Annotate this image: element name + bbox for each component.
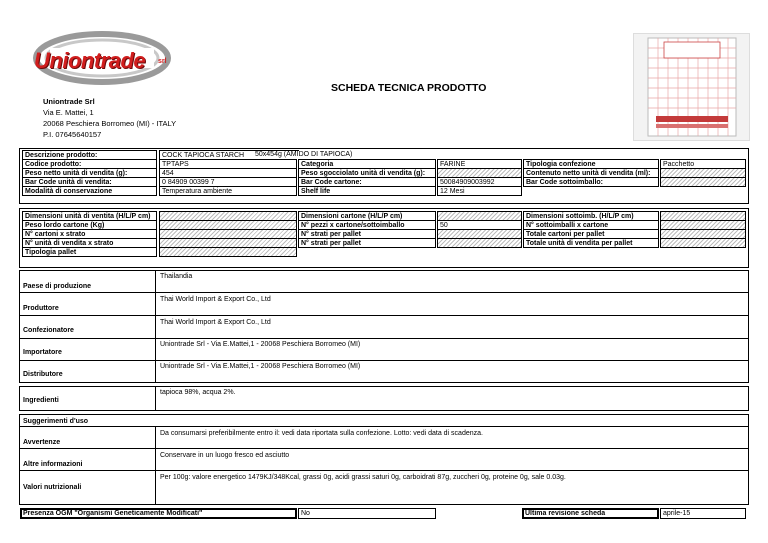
warnings-value: Da consumarsi preferibilmente entro il: vedi data riportata sulla confezione. Lotto: vedi data di scadenza. — [160, 430, 483, 437]
company-city: 20068 Peschiera Borromeo (MI) - ITALY — [43, 119, 177, 128]
extra-line-1 — [19, 426, 749, 427]
producer-label: Produttore — [23, 305, 59, 312]
total-cartons-label: Totale cartoni per pallet — [523, 229, 659, 239]
sub-cartons-label: N° sottoimballi x cartone — [523, 220, 659, 230]
ogm-label: Presenza OGM "Organismi Geneticamente Modificati" — [20, 508, 297, 519]
desc-label: Descrizione prodotto: — [22, 150, 157, 160]
weight-label: Peso netto unità di vendita (g): — [22, 168, 157, 178]
sub-barcode-value — [660, 177, 746, 187]
barcode-value: 0 84909 00399 7 — [159, 177, 297, 187]
extra-frame — [19, 414, 749, 505]
shelf-label: Shelf life — [298, 186, 436, 196]
category-label: Categoria — [298, 159, 436, 169]
cartons-layer-label: N° cartoni x strato — [22, 229, 157, 239]
ingredients-label: Ingredienti — [23, 397, 59, 404]
packager-label: Confezionatore — [23, 327, 74, 334]
layers2-label: N° strati per pallet — [298, 238, 436, 248]
other-info-label: Altre informazioni — [23, 461, 83, 468]
ingredients-frame — [19, 386, 749, 411]
product-bag-icon — [634, 34, 749, 140]
weight-value: 454 — [159, 168, 297, 178]
code-value: TPTAPS — [159, 159, 297, 169]
gross-weight-label: Peso lordo cartone (Kg) — [22, 220, 157, 230]
ogm-value: No — [298, 508, 436, 519]
distributor-label: Distributore — [23, 371, 63, 378]
pieces-label: N° pezzi x cartone/sottoimballo — [298, 220, 436, 230]
pallet-type-label: Tipologia pallet — [22, 247, 157, 257]
carton-dim-label: Dimensioni cartone (H/L/P cm) — [298, 211, 436, 221]
company-address: Via E. Mattei, 1 — [43, 108, 94, 117]
pack-type-value: Pacchetto — [660, 159, 746, 169]
origin-line-4 — [19, 360, 749, 361]
origin-line-3 — [19, 338, 749, 339]
producer-value: Thai World Import & Export Co., Ltd — [160, 296, 271, 303]
nutrition-value: Per 100g: valore energetico 1479KJ/348Kcal, grassi 0g, acidi grassi saturi 0g, carboidrati 87g, zuccheri 0g, proteine 0g, sale 0.03g. — [160, 474, 566, 481]
layers-label: N° strati per pallet — [298, 229, 436, 239]
nutrition-label: Valori nutrizionali — [23, 484, 82, 491]
extra-line-3 — [19, 470, 749, 471]
company-name: Uniontrade Srl — [43, 97, 95, 106]
ingredients-divider — [155, 386, 156, 411]
company-logo — [30, 28, 180, 86]
storage-value: Temperatura ambiente — [159, 186, 297, 196]
page-title: SCHEDA TECNICA PRODOTTO — [331, 82, 487, 94]
usage-label: Suggerimenti d'uso — [23, 418, 89, 425]
pallet-type-value — [159, 247, 297, 257]
ingredients-value: tapioca 98%, acqua 2%. — [160, 389, 236, 396]
desc-extra: 50x454g (AMIDO DI TAPIOCA) — [255, 151, 353, 158]
extra-divider — [155, 426, 156, 505]
origin-line-1 — [19, 292, 749, 293]
warnings-label: Avvertenze — [23, 439, 61, 446]
desc-value-text: COCK TAPIOCA STARCH — [162, 152, 245, 159]
total-units-value — [660, 238, 746, 248]
company-vat: P.I. 07645640157 — [43, 130, 102, 139]
origin-divider — [155, 270, 156, 383]
other-info-value: Conservare in un luogo fresco ed asciutto — [160, 452, 290, 459]
units-layer-label: N° unità di vendita x strato — [22, 238, 157, 248]
logo-text: Uniontrade — [34, 48, 146, 73]
code-label: Codice prodotto: — [22, 159, 157, 169]
packager-value: Thai World Import & Export Co., Ltd — [160, 319, 271, 326]
layers2-value — [437, 238, 522, 248]
drained-label: Peso sgocciolato unità di vendita (g): — [298, 168, 436, 178]
carton-barcode-label: Bar Code cartone: — [298, 177, 436, 187]
revision-label: Ultima revisione scheda — [522, 508, 659, 519]
distributor-value: Uniontrade Srl - Via E.Mattei,1 - 20068 Peschiera Borromeo (MI) — [160, 363, 361, 370]
origin-line-2 — [19, 315, 749, 316]
barcode-label: Bar Code unità di vendita: — [22, 177, 157, 187]
origin-frame — [19, 270, 749, 383]
extra-line-2 — [19, 448, 749, 449]
importer-label: Importatore — [23, 349, 62, 356]
storage-label: Modalità di conservazione — [22, 186, 157, 196]
pieces-value: 50 — [437, 220, 522, 230]
origin-country-value: Thailandia — [160, 273, 193, 280]
category-value: FARINE — [437, 159, 522, 169]
pack-type-label: Tipologia confezione — [523, 159, 659, 169]
importer-value: Uniontrade Srl - Via E.Mattei,1 - 20068 Peschiera Borromeo (MI) — [160, 341, 361, 348]
sub-dim-label: Dimensioni sottoimb. (H/L/P cm) — [523, 211, 659, 221]
sub-barcode-label: Bar Code sottoimballo: — [523, 177, 659, 187]
net-content-label: Contenuto netto unità di vendita (ml): — [523, 168, 659, 178]
total-units-label: Totale unità di vendita per pallet — [523, 238, 659, 248]
carton-barcode-value: 50084909003992 — [437, 177, 522, 187]
product-image — [633, 33, 750, 141]
origin-country-label: Paese di produzione — [23, 283, 92, 290]
shelf-value: 12 Mesi — [437, 186, 522, 196]
logo-suffix: srl — [158, 58, 167, 65]
unit-dim-label: Dimensioni unità di ventita (H/L/P cm) — [22, 211, 157, 221]
revision-value: aprile-15 — [660, 508, 746, 519]
